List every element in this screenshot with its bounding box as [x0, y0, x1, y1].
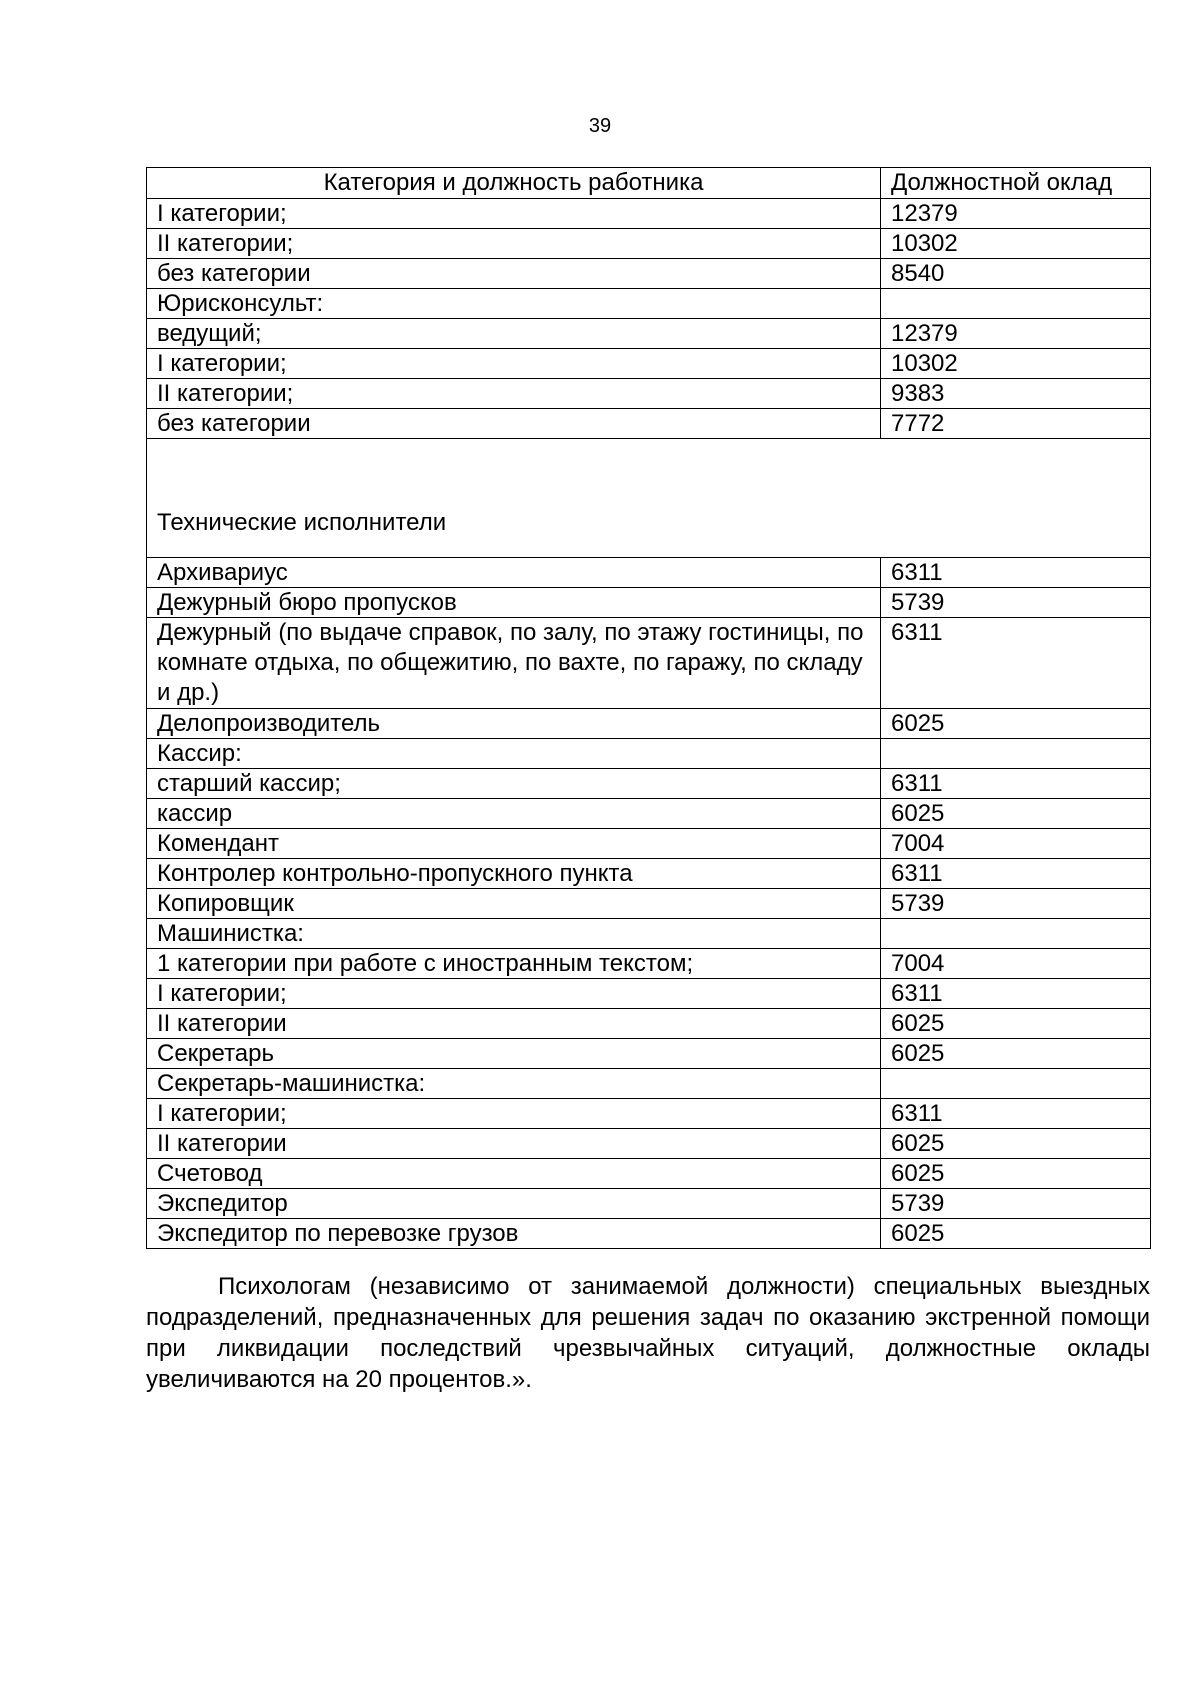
position-cell: без категории: [147, 409, 881, 439]
position-cell: I категории;: [147, 1099, 881, 1129]
table-row: [147, 859, 1151, 889]
position-cell: ведущий;: [147, 319, 881, 349]
table-row: [147, 289, 1151, 319]
table-row: [147, 919, 1151, 949]
table-row: [147, 319, 1151, 349]
page-number: 39: [588, 115, 612, 137]
salary-cell: 6311: [881, 859, 1151, 889]
position-cell: старший кассир;: [147, 769, 881, 799]
salary-cell: 12379: [881, 199, 1151, 229]
salary-cell: [881, 289, 1151, 319]
salary-cell: 6311: [881, 558, 1151, 588]
salary-cell: 12379: [881, 319, 1151, 349]
table-row: [147, 979, 1151, 1009]
salary-cell: 6025: [881, 1009, 1151, 1039]
position-cell: I категории;: [147, 349, 881, 379]
salary-cell: 6025: [881, 799, 1151, 829]
salary-cell: 6025: [881, 1039, 1151, 1069]
salary-cell: 6311: [881, 769, 1151, 799]
salary-cell: 7004: [881, 949, 1151, 979]
table-row: [147, 949, 1151, 979]
table-row: [147, 799, 1151, 829]
header-position: Категория и должность работника: [147, 168, 881, 199]
table-row: [147, 1039, 1151, 1069]
position-cell: Копировщик: [147, 889, 881, 919]
table-row: [147, 709, 1151, 739]
salary-cell: [881, 919, 1151, 949]
position-cell: Контролер контрольно-пропускного пункта: [147, 859, 881, 889]
table-row: [147, 1219, 1151, 1249]
section-header-row: [147, 439, 1151, 558]
salary-cell: 6025: [881, 1219, 1151, 1249]
table-row: [147, 1129, 1151, 1159]
table-row: [147, 199, 1151, 229]
position-cell: Комендант: [147, 829, 881, 859]
position-cell: Секретарь: [147, 1039, 881, 1069]
position-cell: без категории: [147, 259, 881, 289]
salary-cell: 6025: [881, 1159, 1151, 1189]
table-row: [147, 1159, 1151, 1189]
salary-table: [146, 167, 1151, 1249]
footnote-paragraph: Психологам (независимо от занимаемой должности) специальных выездных подразделений, предназначенных для решения задач по оказанию экстренной помощи при ликвидации последствий чрезвычайных ситуаций, должностные оклады увеличиваются на 20 процентов.».: [146, 1273, 1150, 1393]
position-cell: I категории;: [147, 979, 881, 1009]
table-row: [147, 588, 1151, 618]
salary-cell: 7004: [881, 829, 1151, 859]
table-row: [147, 829, 1151, 859]
section-title: Технические исполнители: [147, 439, 1151, 558]
position-cell: Архивариус: [147, 558, 881, 588]
position-cell: 1 категории при работе с иностранным текстом;: [147, 949, 881, 979]
position-cell: Секретарь-машинистка:: [147, 1069, 881, 1099]
table-row: [147, 618, 1151, 709]
salary-cell: 6025: [881, 709, 1151, 739]
table-row: [147, 1069, 1151, 1099]
salary-cell: [881, 1069, 1151, 1099]
salary-cell: 6025: [881, 1129, 1151, 1159]
position-cell: Дежурный (по выдаче справок, по залу, по этажу гостиницы, по комнате отдыха, по общежитию, по вахте, по гаражу, по складу и др.): [147, 618, 881, 709]
position-cell: Экспедитор: [147, 1189, 881, 1219]
salary-cell: 6311: [881, 618, 1151, 709]
table-row: [147, 379, 1151, 409]
salary-cell: 10302: [881, 229, 1151, 259]
salary-cell: 6311: [881, 979, 1151, 1009]
salary-cell: 8540: [881, 259, 1151, 289]
table-header-row: [147, 168, 1151, 199]
salary-cell: [881, 739, 1151, 769]
position-cell: I категории;: [147, 199, 881, 229]
position-cell: Экспедитор по перевозке грузов: [147, 1219, 881, 1249]
table-row: [147, 349, 1151, 379]
position-cell: Дежурный бюро пропусков: [147, 588, 881, 618]
position-cell: Кассир:: [147, 739, 881, 769]
salary-cell: 5739: [881, 1189, 1151, 1219]
table-row: [147, 889, 1151, 919]
position-cell: Машинистка:: [147, 919, 881, 949]
position-cell: II категории: [147, 1009, 881, 1039]
salary-cell: 5739: [881, 588, 1151, 618]
position-cell: II категории;: [147, 379, 881, 409]
position-cell: Счетовод: [147, 1159, 881, 1189]
position-cell: Юрисконсульт:: [147, 289, 881, 319]
position-cell: II категории;: [147, 229, 881, 259]
position-cell: кассир: [147, 799, 881, 829]
table-row: [147, 259, 1151, 289]
table-row: [147, 739, 1151, 769]
salary-cell: 5739: [881, 889, 1151, 919]
salary-cell: 6311: [881, 1099, 1151, 1129]
header-salary: Должностной оклад: [881, 168, 1151, 199]
position-cell: II категории: [147, 1129, 881, 1159]
table-row: [147, 1009, 1151, 1039]
salary-cell: 10302: [881, 349, 1151, 379]
table-row: [147, 229, 1151, 259]
position-cell: Делопроизводитель: [147, 709, 881, 739]
table-row: [147, 769, 1151, 799]
table-row: [147, 409, 1151, 439]
table-row: [147, 1099, 1151, 1129]
table-row: [147, 558, 1151, 588]
salary-cell: 9383: [881, 379, 1151, 409]
table-row: [147, 1189, 1151, 1219]
salary-cell: 7772: [881, 409, 1151, 439]
